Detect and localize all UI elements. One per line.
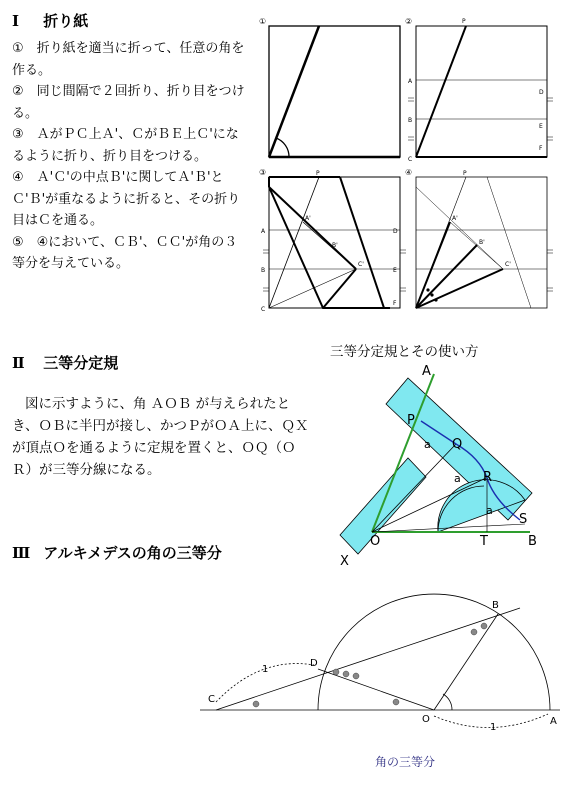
label-D: D: [539, 89, 544, 96]
label-A: A: [408, 78, 413, 85]
label-C1: C': [505, 261, 511, 268]
label-B: B: [408, 117, 413, 124]
label-B1: B': [332, 242, 338, 249]
origami-figure-2: [405, 17, 553, 163]
label-a: a: [454, 472, 461, 485]
figure-number: ④: [405, 168, 413, 177]
label-D: D: [393, 228, 398, 235]
section1-heading: [12, 10, 88, 31]
step-item: ② 同じ間隔で２回折り、折り目をつける。: [12, 84, 245, 121]
label-C: C: [208, 694, 215, 705]
label-O: O: [422, 714, 430, 725]
folding-steps-list: [12, 38, 248, 275]
label-B: B: [492, 600, 499, 611]
label-A1: A': [452, 215, 458, 222]
step-item: ③ ＡがＰＣ上Ａ'、ＣがＢＥ上Ｃ'になるように折り、折り目をつける。: [12, 127, 239, 164]
section2-heading: [12, 352, 118, 373]
step-item: ④ Ａ'Ｃ'の中点Ｂ'に関してＡ'Ｂ'とＣ'Ｂ'が重なるように折ると、その折り目はＣを通る。: [12, 170, 241, 228]
label-a: a: [424, 438, 431, 451]
origami-figure-3: [259, 168, 406, 313]
section1-title: 折り紙: [43, 12, 89, 30]
origami-figures: [256, 14, 556, 314]
label-E: E: [393, 267, 397, 274]
label-Q: Q: [452, 437, 463, 452]
archimedes-figure: [190, 590, 564, 740]
label-A1: A': [305, 215, 311, 222]
figure-number: ②: [405, 17, 413, 26]
label-C: C: [261, 306, 266, 313]
label-C: C: [408, 156, 413, 163]
figure-number: ③: [259, 168, 267, 177]
label-P: P: [316, 170, 320, 177]
label-E: E: [539, 123, 543, 130]
label-one: 1: [262, 664, 269, 675]
label-a: a: [486, 504, 493, 517]
label-F: F: [539, 145, 543, 152]
section1-number: Ⅰ: [12, 12, 20, 30]
label-A: A: [261, 228, 266, 235]
label-O: O: [370, 534, 381, 549]
section3-number: Ⅲ: [12, 544, 31, 562]
label-P: P: [407, 413, 415, 428]
section3-title: アルキメデスの角の三等分: [43, 544, 222, 562]
label-B: B: [528, 534, 537, 549]
label-F: F: [393, 300, 397, 307]
label-P: P: [462, 18, 466, 25]
archimedes-caption: 角の三等分: [375, 755, 436, 769]
label-X: X: [340, 554, 349, 569]
figure-number: ①: [259, 17, 267, 26]
ruler-figure-title: 三等分定規とその使い方: [330, 344, 479, 360]
label-C1: C': [358, 261, 364, 268]
label-B1: B': [479, 239, 485, 246]
label-S: S: [519, 512, 528, 527]
label-D: D: [310, 658, 318, 669]
label-B: B: [261, 267, 266, 274]
label-A: A: [422, 364, 431, 379]
label-one: 1: [490, 722, 497, 733]
label-R: R: [483, 470, 493, 485]
label-T: T: [480, 534, 488, 549]
step-item: ⑤ ④において、ＣＢ'、ＣＣ'が角の３等分を与えている。: [12, 234, 238, 271]
label-P: P: [463, 170, 467, 177]
section3-heading: [12, 542, 222, 563]
trisection-ruler-figure: [330, 360, 560, 575]
section2-title: 三等分定規: [43, 354, 119, 372]
label-A: A: [550, 716, 557, 727]
section2-number: Ⅱ: [12, 354, 25, 372]
origami-figure-4: [405, 168, 553, 308]
origami-figure-1: [259, 17, 400, 157]
step-item: ① 折り紙を適当に折って、任意の角を作る。: [12, 41, 245, 78]
section2-paragraph: 図に示すように、角 ＡＯＢ が与えられたとき、ＯＢに半円が接し、かつＰがＯＡ上に、ＱＸが頂点Ｏを通るように定規を置くと、ＯＱ（ＯＲ）が三等分線になる。: [12, 396, 309, 478]
